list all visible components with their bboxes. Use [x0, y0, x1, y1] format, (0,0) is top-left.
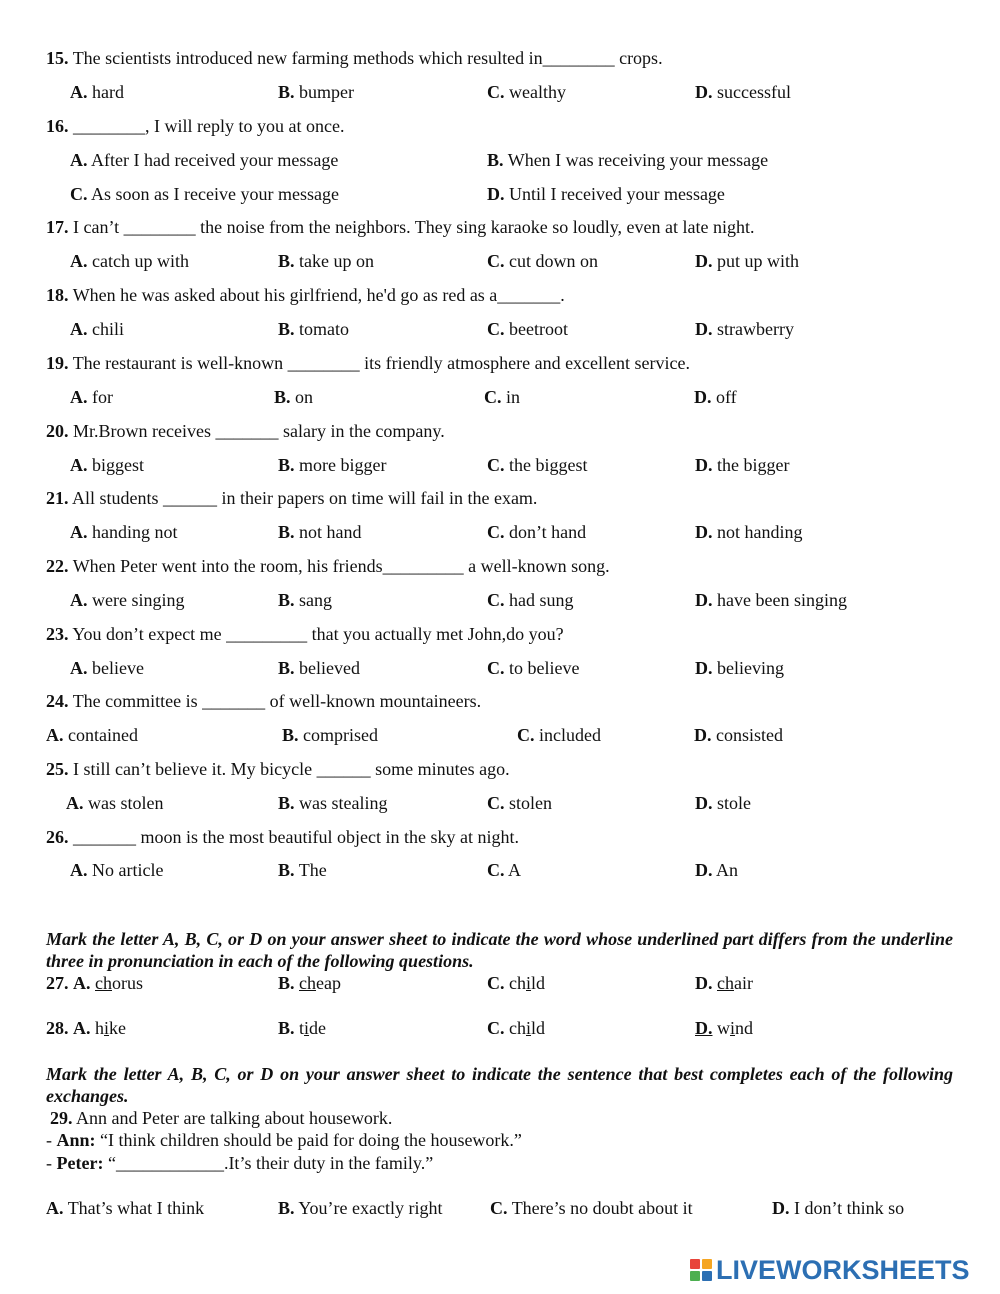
option-19c[interactable]: C. in [484, 387, 521, 407]
question-21: 21. All students ______ in their papers on time will fail in the exam. [46, 488, 538, 508]
logo-cube-l [690, 1259, 700, 1269]
option-25c[interactable]: C. stolen [487, 793, 552, 813]
option-25b[interactable]: B. was stealing [278, 793, 388, 813]
question-19: 19. The restaurant is well-known ________ its friendly atmosphere and excellent service. [46, 353, 690, 373]
option-29a[interactable]: A. That’s what I think [46, 1198, 205, 1218]
option-23d[interactable]: D. believing [695, 658, 784, 678]
option-17b[interactable]: B. take up on [278, 251, 374, 271]
question-20: 20. Mr.Brown receives _______ salary in the company. [46, 421, 445, 441]
question-17: 17. I can’t ________ the noise from the neighbors. They sing karaoke so loudly, even at late night. [46, 217, 755, 237]
option-26d[interactable]: D. An [695, 860, 739, 880]
option-20b[interactable]: B. more bigger [278, 455, 387, 475]
option-15b[interactable]: B. bumper [278, 82, 354, 102]
option-20d[interactable]: D. the bigger [695, 455, 790, 475]
logo-cube-b [702, 1271, 712, 1281]
option-18c[interactable]: C. beetroot [487, 319, 568, 339]
option-22b[interactable]: B. sang [278, 590, 333, 610]
logo-text: LIVEWORKSHEETS [716, 1254, 970, 1285]
option-15c[interactable]: C. wealthy [487, 82, 566, 102]
option-19d[interactable]: D. off [694, 387, 737, 407]
option-24c[interactable]: C. included [517, 725, 601, 745]
liveworksheets-logo [690, 1255, 970, 1285]
option-28b[interactable]: B. tide [278, 1018, 327, 1038]
dialogue-line-peter: - Peter: “____________.It’s their duty in the family.” [46, 1153, 434, 1173]
option-29d[interactable]: D. I don’t think so [772, 1198, 905, 1218]
option-27b[interactable]: B. cheap [278, 973, 341, 993]
option-16b[interactable]: B. When I was receiving your message [487, 150, 769, 170]
option-15d[interactable]: D. successful [695, 82, 791, 102]
option-15a[interactable]: A. hard [70, 82, 124, 102]
question-28-a[interactable]: 28. A. hike [46, 1018, 127, 1038]
option-21d[interactable]: D. not handing [695, 522, 803, 542]
option-27c[interactable]: C. child [487, 973, 546, 993]
option-28c[interactable]: C. child [487, 1018, 546, 1038]
option-22a[interactable]: A. were singing [70, 590, 185, 610]
option-25a[interactable]: A. was stolen [66, 793, 164, 813]
question-29: 29. Ann and Peter are talking about housework. [50, 1108, 393, 1128]
option-23b[interactable]: B. believed [278, 658, 360, 678]
question-27-a[interactable]: 27. A. chorus [46, 973, 143, 993]
question-24: 24. The committee is _______ of well-known mountaineers. [46, 691, 482, 711]
option-18d[interactable]: D. strawberry [695, 319, 794, 339]
option-18a[interactable]: A. chili [70, 319, 124, 339]
option-24b[interactable]: B. comprised [282, 725, 378, 745]
option-22c[interactable]: C. had sung [487, 590, 574, 610]
question-23: 23. You don’t expect me _________ that you actually met John,do you? [46, 624, 564, 644]
question-16: 16. ________, I will reply to you at once. [46, 116, 345, 136]
logo-cubes-icon [690, 1259, 712, 1281]
question-18: 18. When he was asked about his girlfriend, he'd go as red as a_______. [46, 285, 565, 305]
option-16d[interactable]: D. Until I received your message [487, 184, 725, 204]
option-17c[interactable]: C. cut down on [487, 251, 598, 271]
option-24a[interactable]: A. contained [46, 725, 138, 745]
option-22d[interactable]: D. have been singing [695, 590, 847, 610]
option-25d[interactable]: D. stole [695, 793, 751, 813]
option-19a[interactable]: A. for [70, 387, 113, 407]
question-25: 25. I still can’t believe it. My bicycle ______ some minutes ago. [46, 759, 510, 779]
option-19b[interactable]: B. on [274, 387, 314, 407]
option-17d[interactable]: D. put up with [695, 251, 800, 271]
option-20c[interactable]: C. the biggest [487, 455, 588, 475]
exchange-instruction: Mark the letter A, B, C, or D on your answer sheet to indicate the sentence that best completes each of the following exchanges. [46, 1064, 953, 1106]
option-20a[interactable]: A. biggest [70, 455, 144, 475]
option-21a[interactable]: A. handing not [70, 522, 178, 542]
option-21b[interactable]: B. not hand [278, 522, 362, 542]
logo-cube-s [690, 1271, 700, 1281]
option-18b[interactable]: B. tomato [278, 319, 350, 339]
option-26b[interactable]: B. The [278, 860, 327, 880]
option-23a[interactable]: A. believe [70, 658, 144, 678]
option-24d[interactable]: D. consisted [694, 725, 783, 745]
question-22: 22. When Peter went into the room, his friends_________ a well-known song. [46, 556, 610, 576]
option-26c[interactable]: C. A [487, 860, 522, 880]
option-17a[interactable]: A. catch up with [70, 251, 189, 271]
option-26a[interactable]: A. No article [70, 860, 164, 880]
pronunciation-instruction: Mark the letter A, B, C, or D on your answer sheet to indicate the word whose underlined part differs from the underline three in pronunciation in each of the following questions. [46, 929, 953, 971]
option-16a[interactable]: A. After I had received your message [70, 150, 339, 170]
option-16c[interactable]: C. As soon as I receive your message [70, 184, 339, 204]
logo-cube-w [702, 1259, 712, 1269]
option-29b[interactable]: B. You’re exactly right [278, 1198, 443, 1218]
option-21c[interactable]: C. don’t hand [487, 522, 587, 542]
question-15: 15. The scientists introduced new farming methods which resulted in________ crops. [46, 48, 663, 68]
dialogue-line-ann: - Ann: “I think children should be paid for doing the housework.” [46, 1130, 522, 1150]
option-28d[interactable]: D. wind [695, 1018, 754, 1038]
option-27d[interactable]: D. chair [695, 973, 753, 993]
option-23c[interactable]: C. to believe [487, 658, 580, 678]
question-26: 26. _______ moon is the most beautiful object in the sky at night. [46, 827, 519, 847]
option-29c[interactable]: C. There’s no doubt about it [490, 1198, 693, 1218]
